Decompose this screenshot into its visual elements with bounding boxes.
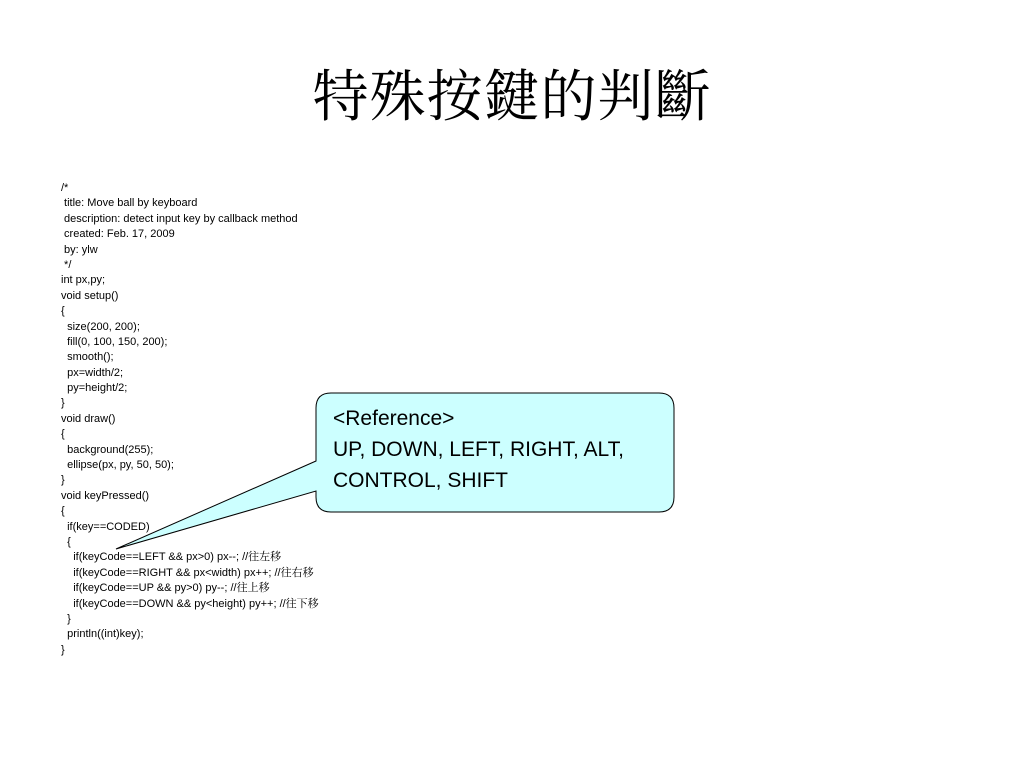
code-line: if(keyCode==LEFT && px>0) px--; //往左移 <box>61 551 282 564</box>
code-line: if(keyCode==RIGHT && px<width) px++; //往右移 <box>61 566 314 579</box>
code-line: if(keyCode==UP && py>0) py--; //往上移 <box>61 582 270 595</box>
code-line: { <box>61 535 71 548</box>
code-line: fill(0, 100, 150, 200); <box>61 335 168 348</box>
code-line: { <box>61 428 65 441</box>
code-line: background(255); <box>61 443 154 456</box>
code-line: ellipse(px, py, 50, 50); <box>61 459 174 472</box>
code-line: px=width/2; <box>61 366 124 379</box>
code-line: smooth(); <box>61 351 114 364</box>
code-line: */ <box>61 258 72 271</box>
code-line: } <box>61 397 65 410</box>
slide-title: 特殊按鍵的判斷 <box>312 65 712 130</box>
code-line: void setup() <box>61 289 119 302</box>
code-line: { <box>61 505 65 518</box>
code-line: int px,py; <box>61 274 106 287</box>
callout-keys-line-1: UP, DOWN, LEFT, RIGHT, ALT, <box>333 438 624 461</box>
code-line: { <box>61 305 65 318</box>
code-line: title: Move ball by keyboard <box>61 197 198 210</box>
code-line: by: ylw <box>61 243 98 256</box>
code-line: void draw() <box>61 412 116 425</box>
callout-heading: <Reference> <box>333 407 455 430</box>
code-line: /* <box>61 182 69 194</box>
code-line: if(key==CODED) <box>61 520 150 533</box>
callout-keys-line-2: CONTROL, SHIFT <box>333 469 509 492</box>
code-line: description: detect input key by callback method <box>61 212 298 225</box>
code-line: } <box>61 612 71 625</box>
code-line: size(200, 200); <box>61 320 140 333</box>
code-line: println((int)key); <box>61 628 144 641</box>
callout-text <box>333 403 663 496</box>
code-line: } <box>61 643 65 656</box>
code-line: void keyPressed() <box>61 489 150 502</box>
code-line: if(keyCode==DOWN && py<height) py++; //往下移 <box>61 597 319 610</box>
code-line: created: Feb. 17, 2009 <box>61 228 175 241</box>
code-line: py=height/2; <box>61 382 128 395</box>
code-line: } <box>61 474 65 487</box>
